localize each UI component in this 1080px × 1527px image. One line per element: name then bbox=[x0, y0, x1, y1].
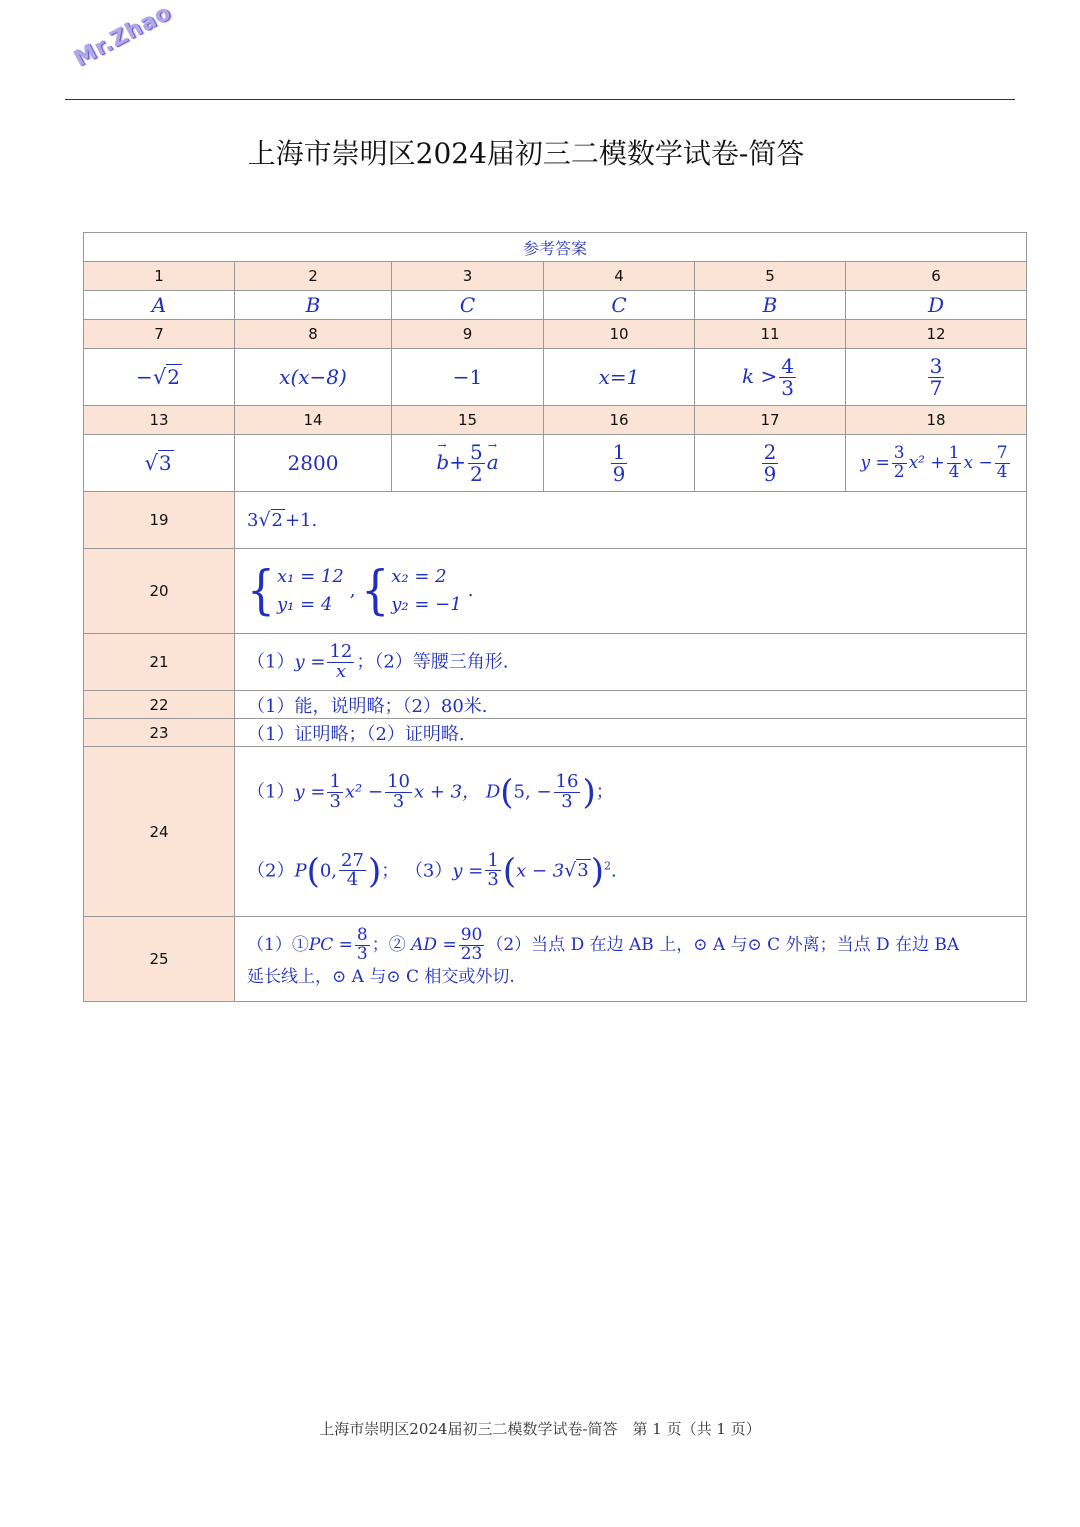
expr-x: x − bbox=[963, 452, 993, 473]
answer-8: x(x−8) bbox=[235, 349, 392, 406]
numerator: 90 bbox=[460, 925, 483, 946]
qnum-5: 5 bbox=[695, 262, 846, 291]
fraction bbox=[779, 353, 796, 400]
part-text: （2）当点 D 在边 AB 上，⊙ A 与⊙ C 外离；当点 D 在边 BA bbox=[486, 934, 960, 955]
point-p: P bbox=[294, 859, 307, 881]
qnum-10: 10 bbox=[544, 320, 695, 349]
qnum-1: 1 bbox=[84, 262, 235, 291]
page-title: 上海市崇明区2024届初三二模数学试卷-简答 bbox=[247, 137, 805, 170]
expr-y: y = bbox=[452, 859, 484, 881]
part-label: （1）① bbox=[247, 934, 309, 955]
radicand: 3 bbox=[158, 451, 172, 475]
qnum-15: 15 bbox=[392, 406, 544, 435]
coefficient: 3 bbox=[247, 510, 259, 531]
eq-line: x₁ = 12 bbox=[277, 566, 344, 588]
qnum-14: 14 bbox=[235, 406, 392, 435]
qnum-11: 11 bbox=[695, 320, 846, 349]
plus: + bbox=[449, 449, 466, 474]
qnum-12: 12 bbox=[846, 320, 1027, 349]
vector-a: → a bbox=[487, 450, 499, 474]
denominator: x bbox=[335, 660, 346, 682]
qnum-8: 8 bbox=[235, 320, 392, 349]
part-label: （1） bbox=[247, 781, 295, 803]
numerator: 3 bbox=[893, 442, 905, 463]
answer-table bbox=[83, 232, 1027, 1002]
fraction bbox=[892, 442, 907, 482]
fraction bbox=[385, 770, 412, 812]
expr-x2: x² + bbox=[908, 452, 945, 473]
expr-y: y = bbox=[294, 781, 326, 803]
semicolon: ； bbox=[381, 859, 400, 881]
qnum-3: 3 bbox=[392, 262, 544, 291]
expr-y: y = bbox=[860, 452, 890, 473]
numerator: 16 bbox=[555, 770, 579, 792]
fraction bbox=[355, 927, 370, 964]
denominator: 4 bbox=[948, 461, 960, 482]
answer-22: （1）能，说明略；（2）80米. bbox=[235, 691, 1027, 719]
answer-16 bbox=[544, 435, 695, 492]
qnum-2: 2 bbox=[235, 262, 392, 291]
page-footer: 上海市崇明区2024届初三二模数学试卷-简答 第 1 页（共 1 页） bbox=[319, 1420, 761, 1438]
answer-19: 3√2 +1. bbox=[235, 492, 1027, 549]
qnum-21: 21 bbox=[84, 634, 235, 691]
fraction bbox=[995, 442, 1010, 482]
denominator: 2 bbox=[893, 461, 905, 482]
denominator: 3 bbox=[487, 869, 499, 891]
denominator: 7 bbox=[929, 375, 943, 400]
comma: , bbox=[349, 580, 356, 601]
part-label: （1） bbox=[247, 651, 295, 672]
answer-25 bbox=[235, 917, 1027, 1002]
denominator: 4 bbox=[996, 461, 1008, 482]
qnum-16: 16 bbox=[544, 406, 695, 435]
answer-9: −1 bbox=[392, 349, 544, 406]
denominator: 3 bbox=[392, 790, 405, 812]
qnum-6: 6 bbox=[846, 262, 1027, 291]
answer-25-line1 bbox=[247, 927, 1026, 964]
answer-7: −√2 bbox=[84, 349, 235, 406]
numerator: 3 bbox=[929, 353, 943, 378]
answer-24-part2: （2）P(0, $\frac{27}{4}$ )； （3）y = $\frac{1}{3}$ $(x - 3√3)^2$. bbox=[247, 849, 617, 891]
answer-14: 2800 bbox=[235, 435, 392, 492]
fraction bbox=[468, 439, 485, 486]
fraction bbox=[327, 640, 354, 682]
answer-15 bbox=[392, 435, 544, 492]
fraction bbox=[928, 353, 945, 400]
eq-line: y₂ = −1 bbox=[391, 594, 462, 615]
part-label: （2） bbox=[247, 859, 295, 881]
numerator: 1 bbox=[487, 849, 499, 871]
numerator: 1 bbox=[329, 770, 341, 792]
radicand: 3 bbox=[577, 859, 589, 881]
fraction bbox=[554, 770, 581, 812]
denominator: 4 bbox=[346, 869, 359, 891]
numerator: 2 bbox=[763, 439, 777, 464]
answer-11 bbox=[695, 349, 846, 406]
expr-inner: x − 3 bbox=[516, 859, 565, 881]
qnum-24: 24 bbox=[84, 747, 235, 917]
qnum-9: 9 bbox=[392, 320, 544, 349]
denominator: 3 bbox=[781, 375, 794, 400]
part-text: ；（2）等腰三角形. bbox=[356, 651, 509, 672]
qnum-25: 25 bbox=[84, 917, 235, 1002]
fraction bbox=[947, 442, 962, 482]
radicand: 2 bbox=[271, 510, 283, 531]
qnum-22: 22 bbox=[84, 691, 235, 719]
part-sep: ；② bbox=[371, 934, 412, 955]
eq-line: x₂ = 2 bbox=[391, 566, 447, 588]
fraction bbox=[485, 849, 500, 891]
vector-b: → b bbox=[436, 450, 449, 474]
numerator: 10 bbox=[387, 770, 410, 792]
answer-20 bbox=[235, 549, 1027, 634]
answer-6: D bbox=[846, 291, 1027, 320]
period: . bbox=[467, 580, 474, 601]
answer-25-line2: 延长线上，⊙ A 与⊙ C 相交或外切. bbox=[247, 966, 515, 987]
qnum-4: 4 bbox=[544, 262, 695, 291]
numerator: 8 bbox=[356, 925, 368, 946]
numerator: 1 bbox=[612, 439, 626, 464]
denominator: 3 bbox=[561, 790, 573, 812]
coord: 0, bbox=[319, 859, 338, 881]
answer-24-part1: （1）y = $\frac{1}{3}$ x² − $\frac{10}{3}$ x + 3， D(5, − $\frac{16}{3}$ )； bbox=[247, 770, 614, 813]
exponent: 2 bbox=[604, 858, 611, 872]
numerator: 1 bbox=[948, 442, 960, 463]
qnum-17: 17 bbox=[695, 406, 846, 435]
answer-23: （1）证明略；（2）证明略. bbox=[235, 719, 1027, 747]
answer-5: B bbox=[695, 291, 846, 320]
qnum-13: 13 bbox=[84, 406, 235, 435]
denominator: 23 bbox=[460, 943, 483, 964]
qnum-20: 20 bbox=[84, 549, 235, 634]
fraction bbox=[762, 439, 779, 486]
logo-text: Mr.Zhao bbox=[70, 0, 176, 73]
denominator: 3 bbox=[356, 943, 368, 964]
answer-1: A bbox=[84, 291, 235, 320]
answer-21 bbox=[235, 634, 1027, 691]
numerator: 7 bbox=[996, 442, 1008, 463]
fraction bbox=[611, 439, 628, 486]
fraction bbox=[327, 770, 342, 812]
numerator: 4 bbox=[781, 353, 794, 378]
logo bbox=[70, 0, 180, 100]
period: . bbox=[611, 859, 617, 881]
coord: 5, − bbox=[513, 781, 552, 803]
expr-tail: x + 3， bbox=[413, 781, 481, 803]
numerator: 27 bbox=[341, 849, 364, 871]
minus: − bbox=[136, 365, 153, 389]
fraction bbox=[339, 849, 366, 891]
answer-17 bbox=[695, 435, 846, 492]
expr-ad: AD = bbox=[411, 934, 457, 955]
equation-system-1: { x₁ = 12 y₁ = 4 bbox=[247, 559, 344, 621]
table-caption: 参考答案 bbox=[84, 233, 1027, 262]
qnum-23: 23 bbox=[84, 719, 235, 747]
point-d: D bbox=[485, 781, 501, 803]
denominator: 9 bbox=[612, 461, 626, 486]
answer-3: C bbox=[392, 291, 544, 320]
rest: +1. bbox=[284, 510, 318, 531]
answer-13: √3 bbox=[84, 435, 235, 492]
expr-pc: PC = bbox=[308, 934, 353, 955]
answer-12 bbox=[846, 349, 1027, 406]
fraction bbox=[459, 927, 485, 964]
numerator: 5 bbox=[469, 439, 483, 464]
answer-2: B bbox=[235, 291, 392, 320]
answer-10: x=1 bbox=[544, 349, 695, 406]
expr-x2: x² − bbox=[344, 781, 384, 803]
semicolon: ； bbox=[595, 781, 614, 803]
header-rule bbox=[65, 99, 1015, 100]
answer-18 bbox=[846, 435, 1027, 492]
part-label: （3） bbox=[404, 859, 453, 881]
answer-4: C bbox=[544, 291, 695, 320]
denominator: 2 bbox=[469, 461, 483, 486]
numerator: 12 bbox=[329, 640, 353, 662]
answer-24 bbox=[235, 747, 1027, 917]
qnum-7: 7 bbox=[84, 320, 235, 349]
inequality-lhs: k > bbox=[742, 363, 778, 388]
radicand: 2 bbox=[167, 365, 180, 389]
denominator: 9 bbox=[763, 461, 777, 486]
qnum-19: 19 bbox=[84, 492, 235, 549]
denominator: 3 bbox=[329, 790, 341, 812]
expr-y: y = bbox=[294, 651, 326, 672]
qnum-18: 18 bbox=[846, 406, 1027, 435]
equation-system-2: { x₂ = 2 y₂ = −1 bbox=[361, 559, 462, 621]
eq-line: y₁ = 4 bbox=[277, 594, 333, 615]
